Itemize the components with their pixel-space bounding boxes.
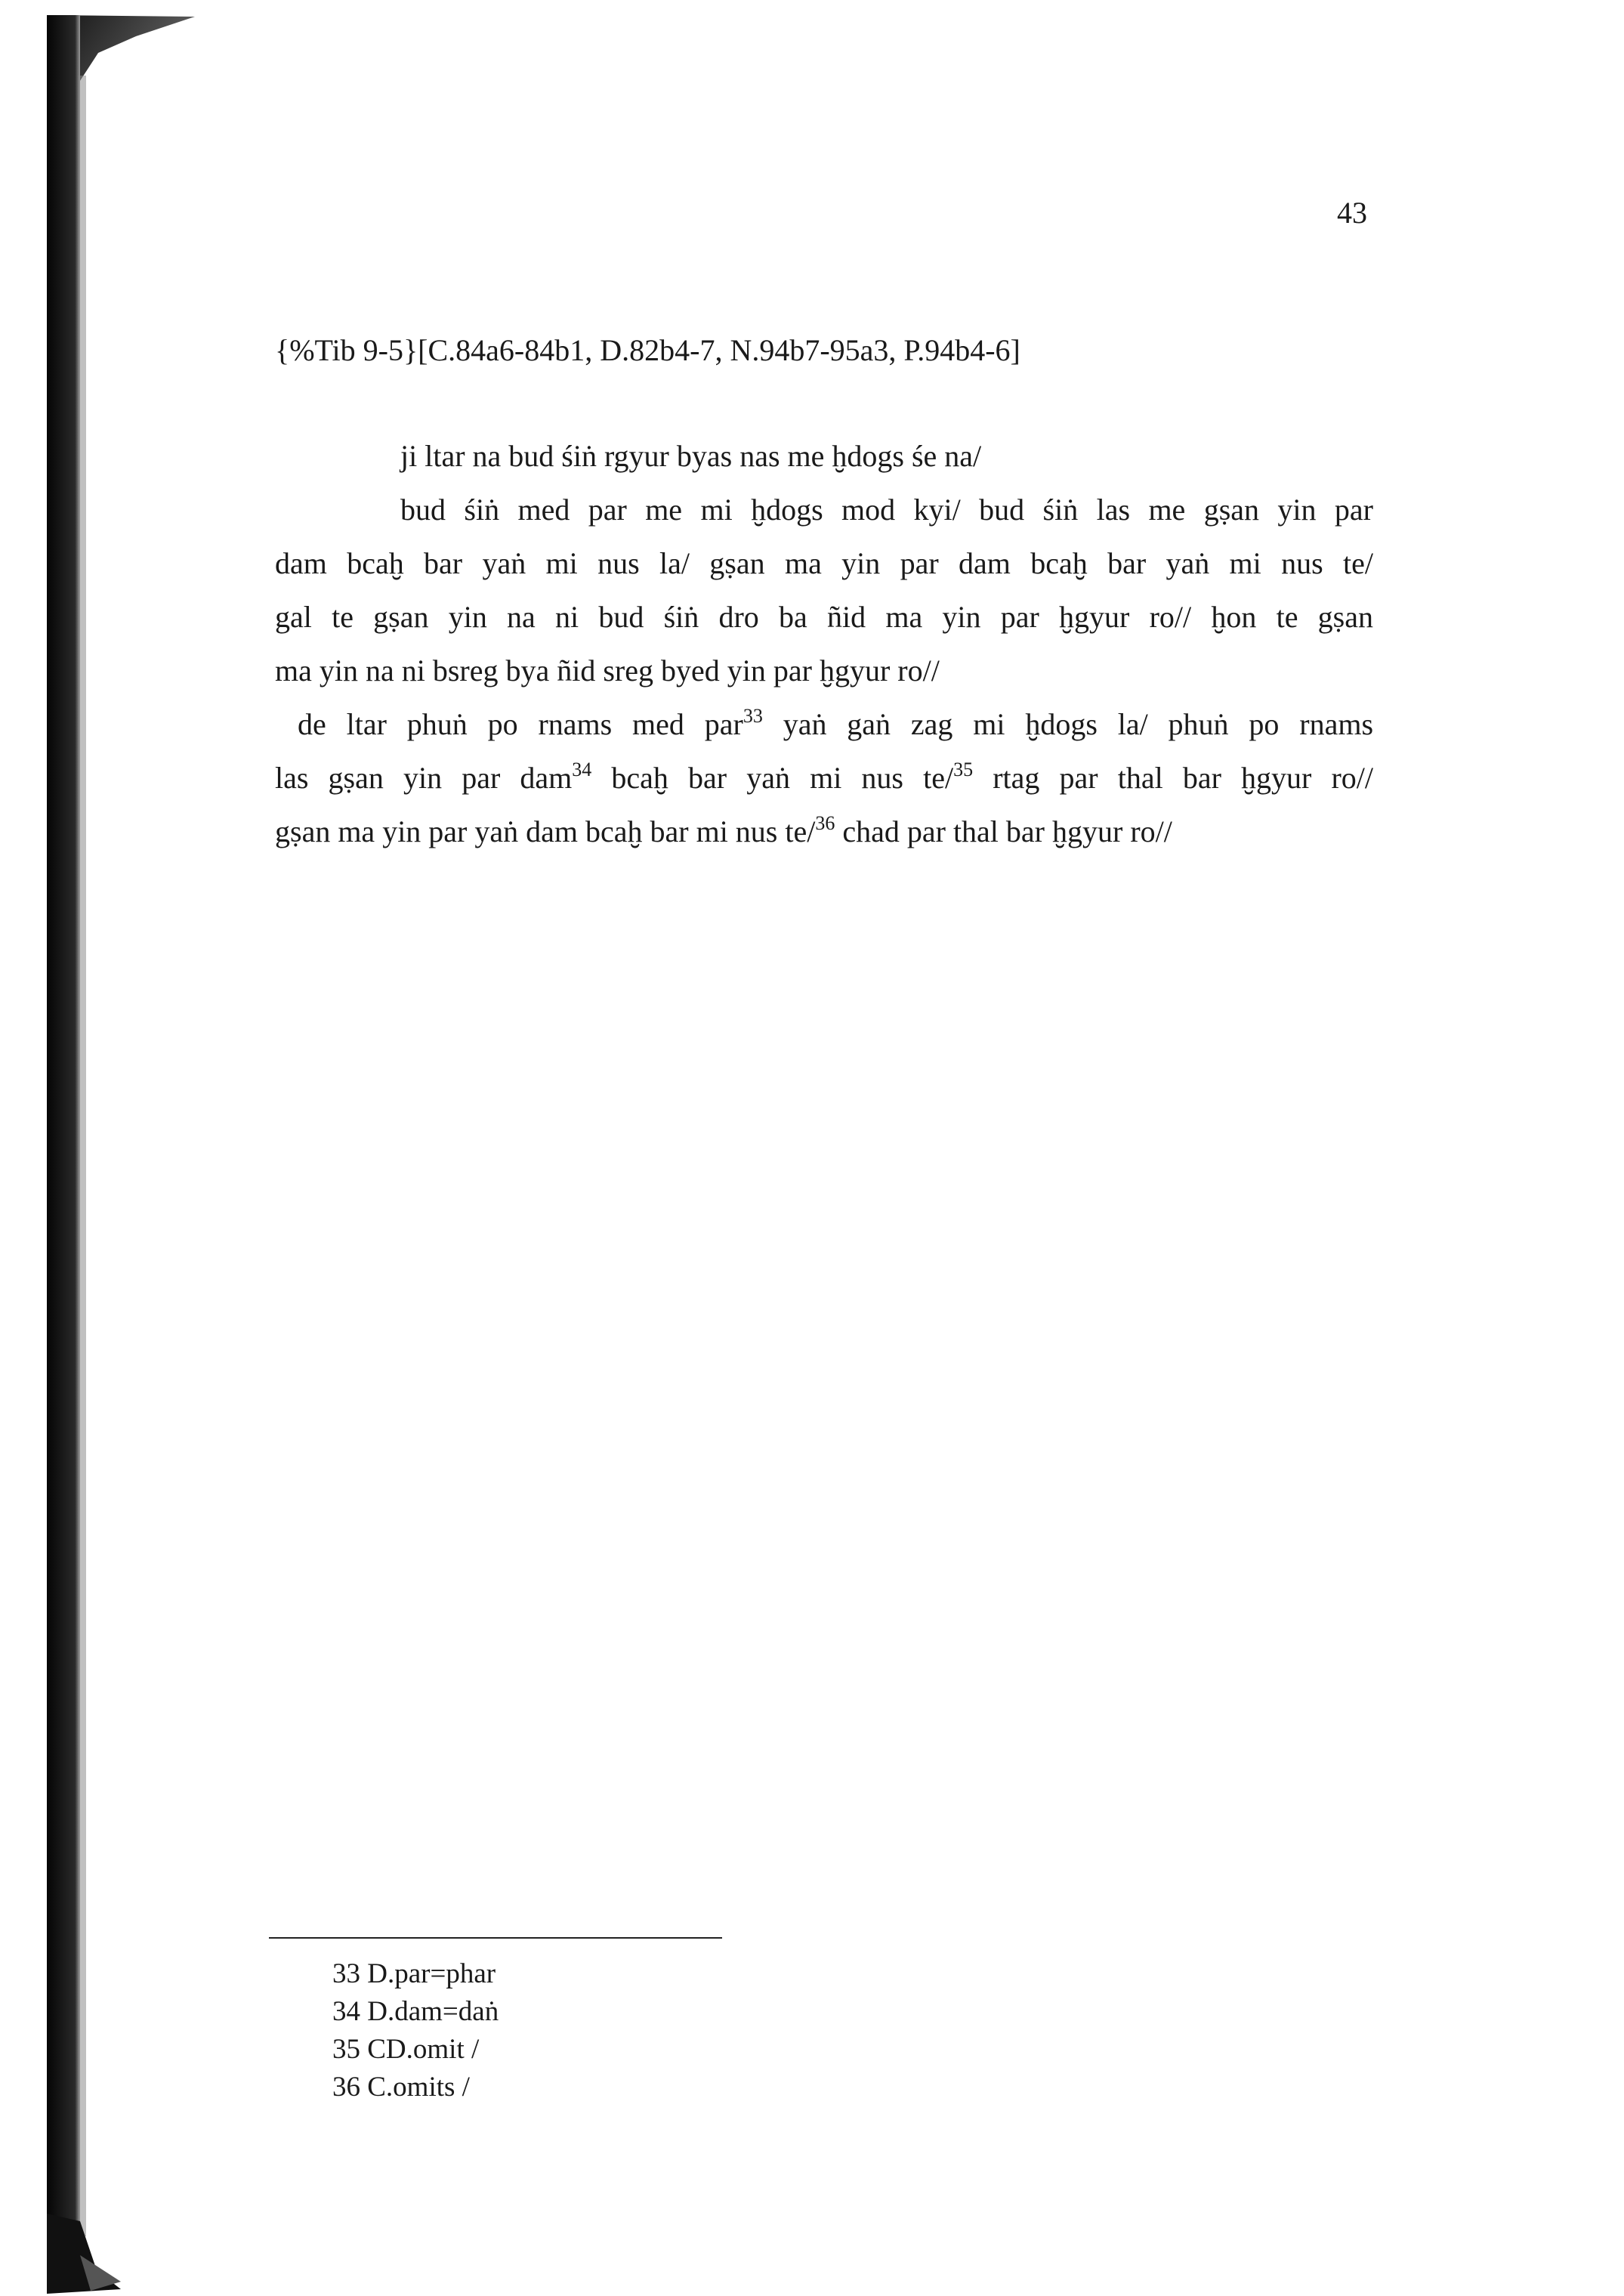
footnote-text: D.par=phar xyxy=(367,1958,496,1989)
text-segment: rtag par thal bar ḫgyur ro// xyxy=(973,761,1374,795)
footnote-text: C.omits / xyxy=(367,2072,470,2103)
page-number: 43 xyxy=(1337,196,1367,230)
footnote-marker-36: 36 xyxy=(815,811,835,834)
footnote-34 xyxy=(332,1993,499,2031)
text-line-2: bud śiṅ med par me mi ḫdogs mod kyi/ bud śiṅ las me gṣan yin par xyxy=(400,493,1373,527)
footnote-separator xyxy=(269,1937,722,1939)
footnote-marker-34: 34 xyxy=(572,758,592,780)
main-text xyxy=(275,429,1373,858)
text-segment: yaṅ gaṅ zag mi ḫdogs la/ phuṅ po rnams xyxy=(762,707,1374,741)
text-line-1: ji ltar na bud śiṅ rgyur byas nas me ḫdogs śe na/ xyxy=(400,439,982,473)
footnote-marker-33: 33 xyxy=(743,704,763,727)
text-segment: gṣan ma yin par yaṅ dam bcaḫ bar mi nus te/ xyxy=(275,814,816,848)
text-line-7 xyxy=(275,751,1373,805)
text-segment: de ltar phuṅ po rnams med par xyxy=(298,707,743,741)
text-segment: las gṣan yin par dam xyxy=(275,761,573,795)
footnote-text: D.dam=daṅ xyxy=(367,1996,499,2027)
text-line-5: ma yin na ni bsreg bya ñid sreg byed yin par ḫgyur ro// xyxy=(275,654,940,688)
text-line-4: gal te gṣan yin na ni bud śiṅ dro ba ñid ma yin par ḫgyur ro// ḫon te gṣan xyxy=(275,600,1373,634)
footnote-36 xyxy=(332,2069,499,2106)
footnote-35 xyxy=(332,2031,499,2069)
text-segment: chad par thal bar ḫgyur ro// xyxy=(835,814,1172,848)
footnote-number: 34 xyxy=(332,1996,360,2027)
text-line-8 xyxy=(275,805,1373,858)
footnote-marker-35: 35 xyxy=(953,758,974,780)
text-segment: bcaḫ bar yaṅ mi nus te/ xyxy=(591,761,954,795)
footnote-33 xyxy=(332,1955,499,1993)
text-line-3: dam bcaḫ bar yaṅ mi nus la/ gṣan ma yin par dam bcaḫ bar yaṅ mi nus te/ xyxy=(275,546,1373,580)
scan-binding-edge xyxy=(0,0,196,2296)
footnote-number: 35 xyxy=(332,2034,360,2065)
text-line-6 xyxy=(275,697,1373,751)
footnote-number: 36 xyxy=(332,2072,360,2103)
footnote-text: CD.omit / xyxy=(367,2034,480,2065)
footnotes xyxy=(332,1955,499,2106)
reference-header: {%Tib 9-5}[C.84a6-84b1, D.82b4-7, N.94b7-95a3, P.94b4-6] xyxy=(275,333,1020,367)
footnote-number: 33 xyxy=(332,1958,360,1989)
